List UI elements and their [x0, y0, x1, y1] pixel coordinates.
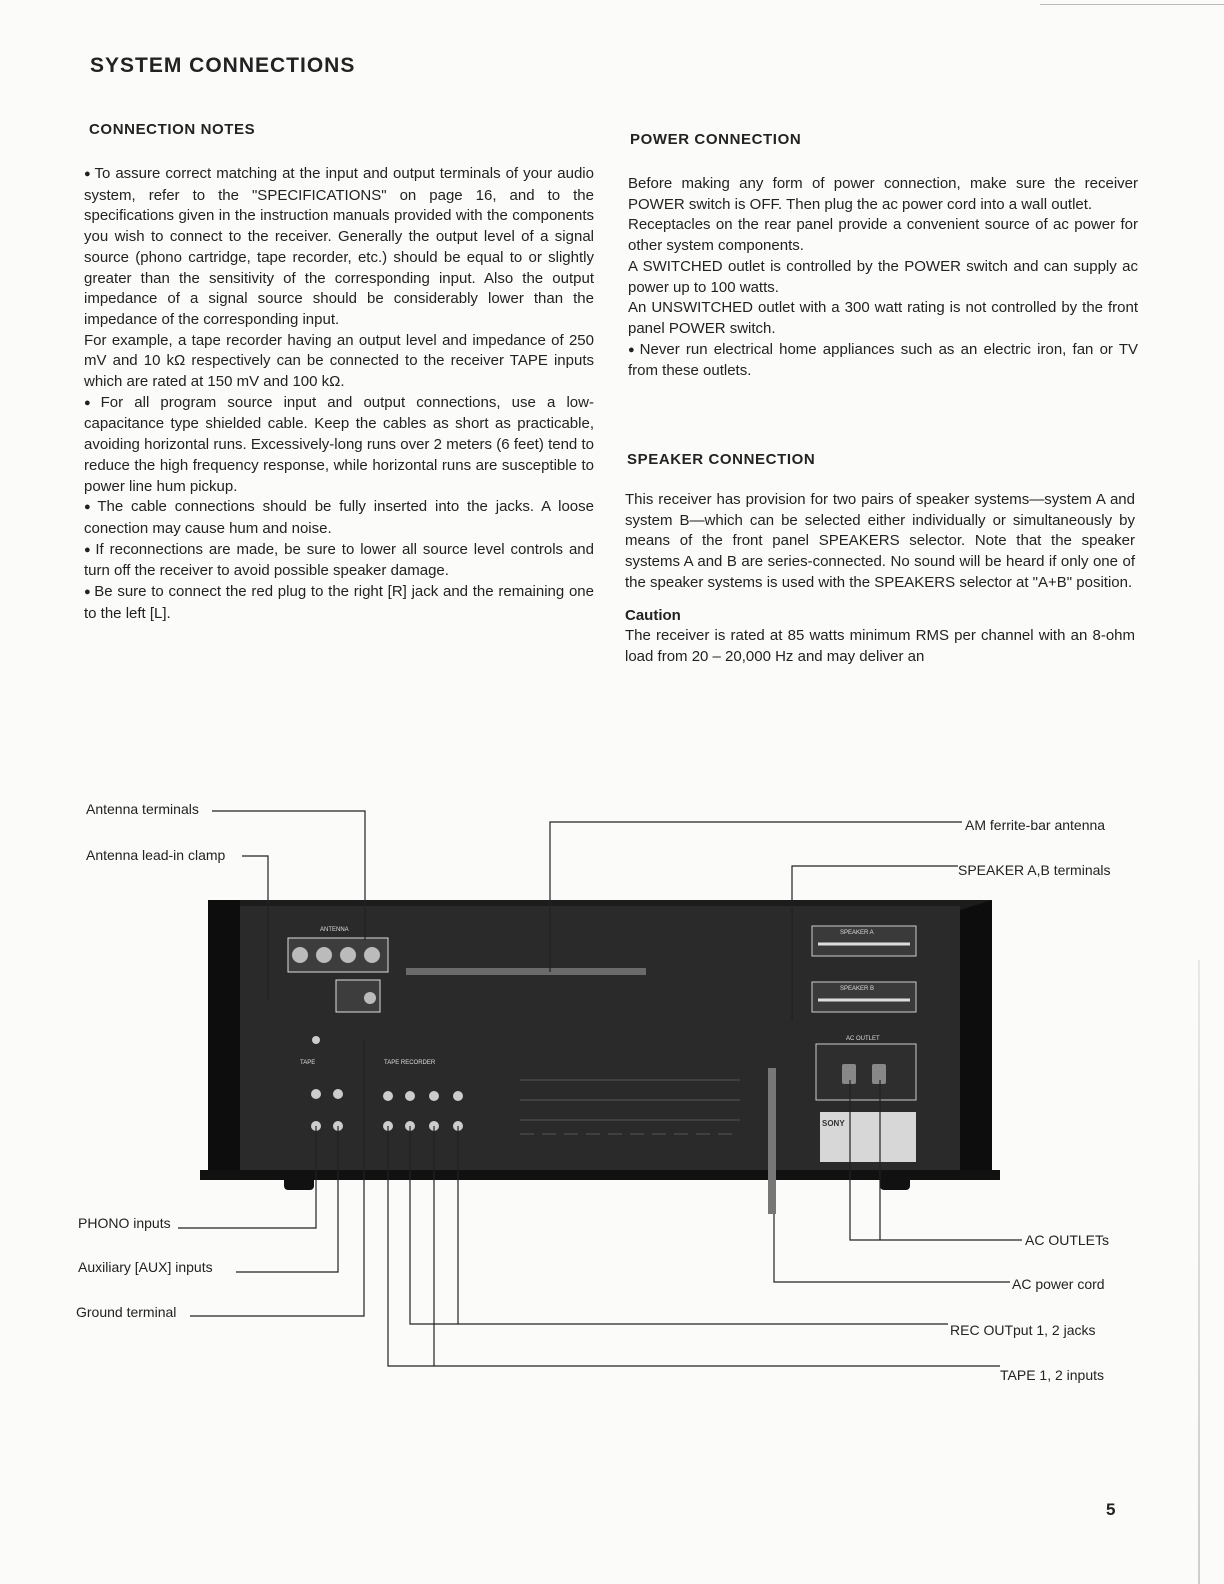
ground-terminal — [312, 1036, 320, 1044]
label-aux-inputs: Auxiliary [AUX] inputs — [78, 1259, 213, 1275]
tape-marking: TAPE — [300, 1060, 316, 1066]
connection-notes-heading: CONNECTION NOTES — [89, 121, 256, 138]
power-paragraph: An UNSWITCHED outlet with a 300 watt rating is not controlled by the front panel POWER switch. — [628, 299, 1138, 337]
speaker-paragraph: This receiver has provision for two pairs of speaker systems—system A and system B—which can be selected either individually or simultaneously by means of the front panel SPEAKERS selector. Note that the speaker systems A and B are series-connected. No sound will be heard if only one of the speaker systems is used with the SPEAKERS selector at "A+B" position. — [625, 491, 1135, 591]
tape-jack — [405, 1091, 415, 1101]
label-tape-inputs: TAPE 1, 2 inputs — [1000, 1367, 1105, 1383]
label-rec-out: REC OUTput 1, 2 jacks — [950, 1322, 1096, 1338]
note-paragraph: ● The cable connections should be fully inserted into the jacks. A loose conection may cause hum and noise. — [84, 497, 594, 539]
antenna-terminal — [292, 947, 308, 963]
tape-jack — [383, 1091, 393, 1101]
label-antenna-clamp: Antenna lead-in clamp — [86, 847, 226, 863]
speaker-a-marking: SPEAKER A — [840, 930, 874, 936]
antenna-terminal — [364, 992, 376, 1004]
label-ac-outlets: AC OUTLETs — [1025, 1232, 1110, 1248]
note-paragraph: ● If reconnections are made, be sure to lower all source level controls and turn off the receiver to avoid possible speaker damage. — [84, 540, 594, 582]
note-paragraph: ● For all program source input and output connections, use a low-capacitance type shielded cable. Keep the cables as short as practicable, avoiding horizontal runs. Excessively-long runs over 2 meters (6 feet) tend to reduce the high frequency response, while horizontal runs are susceptible to power line hum pickup. — [84, 393, 594, 498]
tape-recorder-marking: TAPE RECORDER — [384, 1060, 436, 1066]
label-phono-inputs: PHONO inputs — [78, 1215, 171, 1231]
page-title: SYSTEM CONNECTIONS — [90, 54, 356, 77]
note-paragraph: For example, a tape recorder having an output level and impedance of 250 mV and 10 kΩ respectively can be connected to the receiver TAPE inputs which are rated at 150 mV and 100 kΩ. — [84, 331, 594, 391]
foot-left — [284, 1172, 314, 1190]
antenna-terminal — [340, 947, 356, 963]
tape-jack — [453, 1091, 463, 1101]
label-antenna-terminals: Antenna terminals — [86, 801, 199, 817]
ac-outlet — [872, 1064, 886, 1084]
ac-outlet — [842, 1064, 856, 1084]
tape-jack — [429, 1091, 439, 1101]
power-paragraph: Before making any form of power connection, make sure the receiver POWER switch is OFF. Then plug the ac power cord into a wall outlet. — [628, 175, 1138, 213]
speaker-connection-heading: SPEAKER CONNECTION — [627, 451, 816, 468]
power-connection-heading: POWER CONNECTION — [630, 131, 802, 148]
power-paragraph: ● Never run electrical home appliances such as an electric iron, fan or TV from these outlets. — [628, 340, 1138, 382]
label-speaker-terminals: SPEAKER A,B terminals — [958, 862, 1111, 878]
chassis-right-side — [960, 900, 992, 1176]
page-number: 5 — [1106, 1500, 1116, 1519]
note-paragraph: ● To assure correct matching at the input and output terminals of your audio system, refer to the "SPECIFICATIONS" on page 16, and to the specifications given in the instruction manuals provided with the components you wish to connect to the receiver. Generally the output level of a signal source (phono cartridge, tape recorder, etc.) should be equal to or slightly greater than the sensitivity of the corresponding input. Also the output impedance of a signal source should be considerably lower than the impedance of the corresponding input. — [84, 164, 594, 331]
ac-power-cord — [768, 1068, 776, 1214]
label-ac-power-cord: AC power cord — [1012, 1276, 1105, 1292]
antenna-terminal — [316, 947, 332, 963]
aux-jack-l — [333, 1089, 343, 1099]
caution-heading: Caution — [625, 606, 681, 624]
antenna-marking: ANTENNA — [320, 927, 349, 933]
phono-jack-l — [311, 1089, 321, 1099]
power-paragraph: Receptacles on the rear panel provide a convenient source of ac power for other system components. — [628, 216, 1138, 255]
label-ground-terminal: Ground terminal — [76, 1304, 177, 1320]
power-paragraph: A SWITCHED outlet is controlled by the POWER switch and can supply ac power up to 100 watts. — [628, 257, 1138, 296]
note-paragraph: ● Be sure to connect the red plug to the right [R] jack and the remaining one to the left [L]. — [84, 582, 594, 624]
foot-right — [880, 1172, 910, 1190]
brand-marking: SONY — [822, 1119, 845, 1128]
antenna-terminal — [364, 947, 380, 963]
label-am-antenna: AM ferrite-bar antenna — [965, 817, 1106, 833]
ac-outlet-panel — [816, 1044, 916, 1100]
chassis-left-side — [208, 900, 240, 1176]
speaker-b-marking: SPEAKER B — [840, 986, 875, 992]
ferrite-bar-antenna — [406, 968, 646, 975]
caution-text: The receiver is rated at 85 watts minimum RMS per channel with an 8-ohm load from 20 – 20,000 Hz and may deliver an — [625, 627, 1135, 665]
ac-outlet-marking: AC OUTLET — [846, 1036, 880, 1042]
